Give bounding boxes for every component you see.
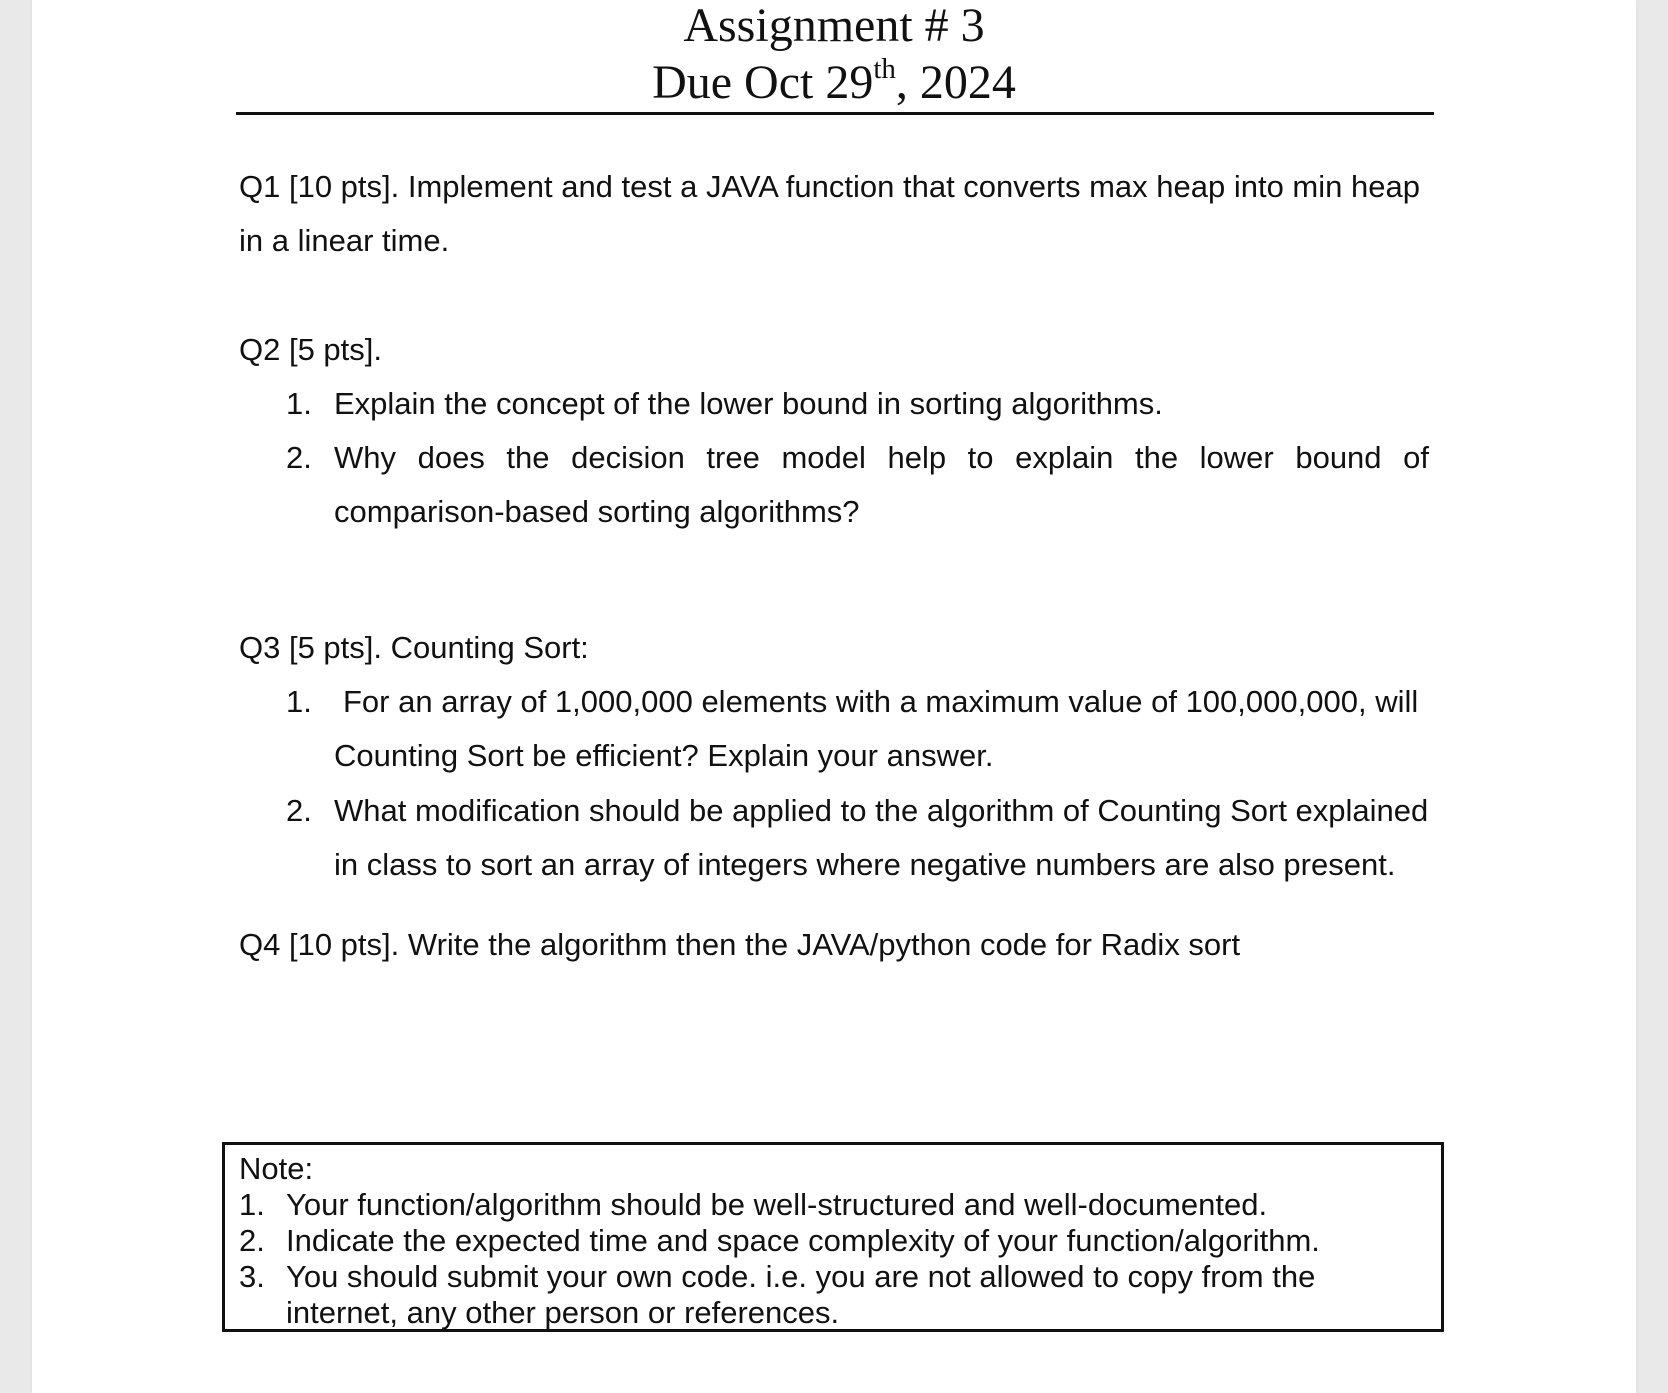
due-date-prefix: Due Oct 29 bbox=[652, 56, 874, 109]
q3-item-2-line-2: in class to sort an array of integers where negative numbers are also present. bbox=[334, 847, 1396, 882]
q3-item-2-number: 2. bbox=[286, 793, 312, 828]
note-item-1-number: 1. bbox=[239, 1187, 265, 1222]
q3-item-1-line-1: For an array of 1,000,000 elements with a maximum value of 100,000,000, will bbox=[343, 684, 1419, 719]
assignment-title: Assignment # 3 bbox=[683, 0, 985, 52]
header-rule bbox=[236, 112, 1434, 115]
note-item-2-number: 2. bbox=[239, 1223, 265, 1258]
q3-item-1-number: 1. bbox=[286, 684, 312, 719]
due-date-superscript: th bbox=[873, 53, 896, 85]
note-item-3-number: 3. bbox=[239, 1259, 265, 1294]
q2-item-2-line-2: comparison-based sorting algorithms? bbox=[334, 494, 860, 529]
q2-item-1-number: 1. bbox=[286, 386, 312, 421]
q1-line-1: Q1 [10 pts]. Implement and test a JAVA function that converts max heap into min heap bbox=[239, 169, 1420, 204]
due-date bbox=[0, 53, 1668, 109]
q3-item-2-line-1: What modification should be applied to the algorithm of Counting Sort explained bbox=[334, 793, 1429, 828]
q2-item-1-text: Explain the concept of the lower bound in sorting algorithms. bbox=[334, 386, 1163, 421]
note-item-1-text: Your function/algorithm should be well-structured and well-documented. bbox=[286, 1187, 1268, 1222]
note-item-3-line-2: internet, any other person or references. bbox=[286, 1295, 840, 1330]
q2-item-2-number: 2. bbox=[286, 440, 312, 475]
q2-item-2-line-1: Why does the decision tree model help to explain the lower bound of bbox=[334, 440, 1429, 475]
note-heading: Note: bbox=[239, 1151, 314, 1186]
q3-item-1-line-2: Counting Sort be efficient? Explain your answer. bbox=[334, 738, 994, 773]
q2-heading: Q2 [5 pts]. bbox=[239, 332, 383, 367]
note-item-3-line-1: You should submit your own code. i.e. you are not allowed to copy from the bbox=[286, 1259, 1316, 1294]
q3-heading: Q3 [5 pts]. Counting Sort: bbox=[239, 630, 589, 665]
due-date-suffix: , 2024 bbox=[895, 56, 1016, 109]
q1-line-2: in a linear time. bbox=[239, 223, 450, 258]
q4-line: Q4 [10 pts]. Write the algorithm then the JAVA/python code for Radix sort bbox=[239, 927, 1241, 962]
note-item-2-text: Indicate the expected time and space complexity of your function/algorithm. bbox=[286, 1223, 1320, 1258]
